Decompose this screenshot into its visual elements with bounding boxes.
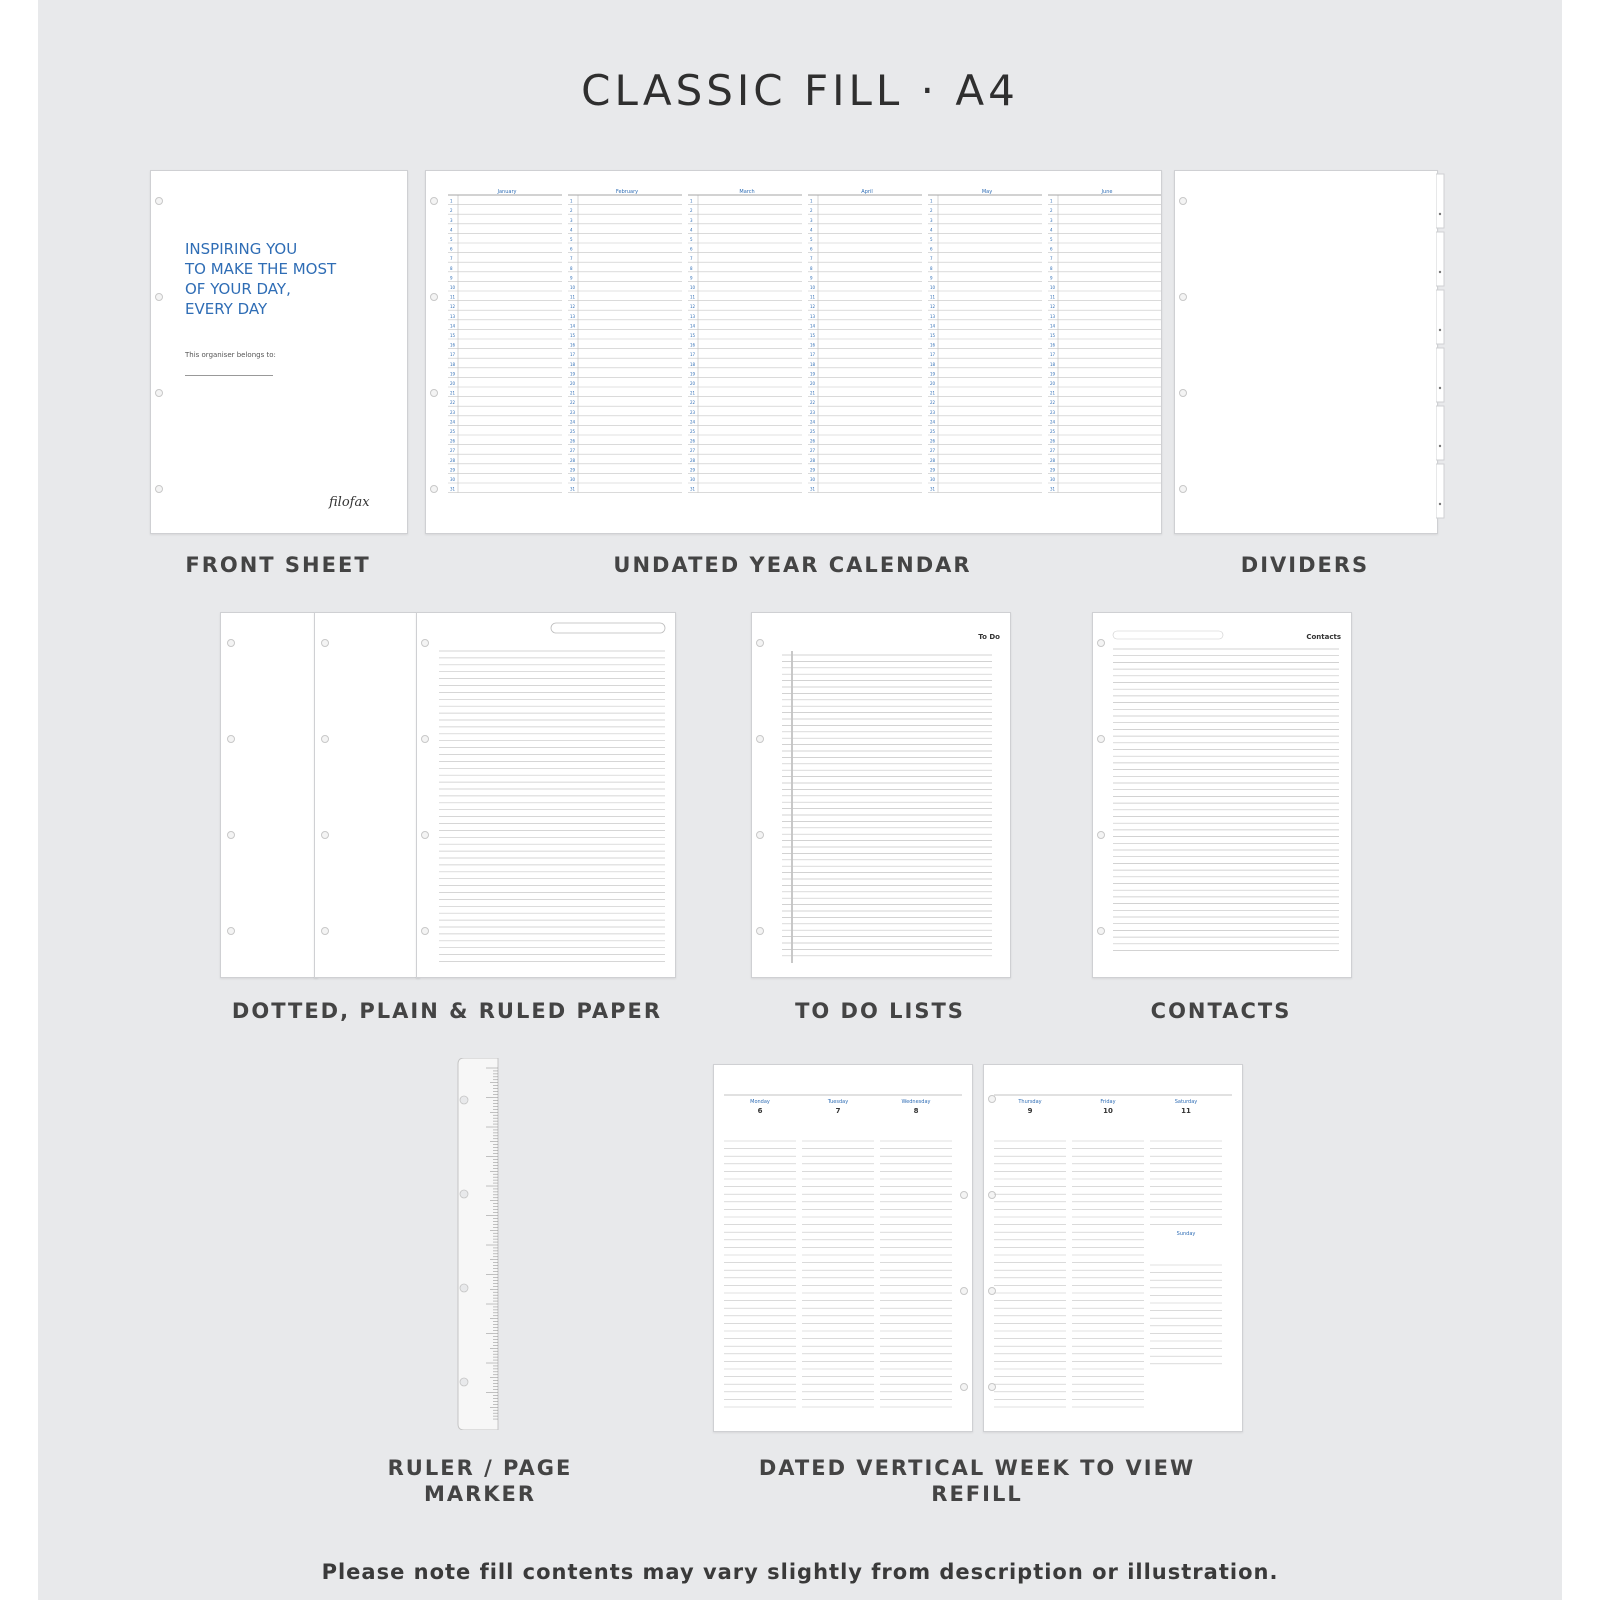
day-number: 22: [690, 400, 696, 406]
day-number: 10: [450, 285, 456, 290]
day-number: 9: [690, 275, 693, 281]
day-number: 19: [690, 371, 696, 377]
day-number: 23: [930, 409, 936, 415]
weekday-label: Tuesday: [827, 1099, 849, 1105]
ruler-hole: [460, 1096, 468, 1104]
day-number: 3: [570, 217, 573, 223]
day-number: 25: [930, 429, 936, 434]
headline-line: OF YOUR DAY,: [185, 280, 291, 298]
date-box: [551, 623, 665, 633]
day-number: 10: [1050, 285, 1056, 290]
day-number: 28: [930, 457, 936, 463]
day-number: 18: [450, 361, 456, 367]
belongs-to-label: This organiser belongs to:: [185, 351, 276, 359]
day-number: 20: [570, 381, 576, 386]
day-number: 6: [690, 246, 693, 252]
punch-hole: [321, 927, 329, 935]
day-number: 27: [810, 448, 816, 454]
day-number: 20: [690, 381, 696, 386]
day-number: 22: [930, 400, 936, 406]
day-number: 19: [930, 371, 936, 377]
week-right-grid: [984, 1065, 1242, 1431]
day-number: 8: [810, 265, 813, 271]
day-number: 24: [570, 419, 576, 425]
ruler-page-marker: [450, 1058, 510, 1430]
day-number: 22: [810, 400, 816, 406]
punch-hole: [1179, 485, 1187, 493]
day-number: 2: [930, 208, 933, 214]
front-sheet-caption: FRONT SHEET: [185, 553, 371, 577]
day-number: 18: [810, 361, 816, 367]
day-number: 13: [690, 313, 696, 319]
day-number: 22: [1050, 400, 1056, 406]
day-number: 6: [450, 246, 453, 252]
ruler-hole: [460, 1284, 468, 1292]
year-calendar-page: [425, 170, 1162, 534]
day-number: 6: [810, 246, 813, 252]
day-number: 26: [450, 438, 456, 444]
day-number: 20: [450, 381, 456, 386]
day-number: 2: [810, 208, 813, 214]
day-number: 30: [810, 477, 816, 482]
divider-tab-mark: [1439, 213, 1441, 215]
day-number: 17: [810, 352, 816, 358]
owner-line: [185, 375, 273, 376]
punch-hole: [321, 735, 329, 743]
day-number: 26: [690, 438, 696, 444]
day-number: 30: [1050, 477, 1056, 482]
contacts-lines: [1093, 613, 1351, 977]
day-number: 17: [690, 352, 696, 358]
punch-hole: [227, 927, 235, 935]
divider-tab-mark: [1439, 271, 1441, 273]
punch-hole: [155, 485, 163, 493]
dotted-paper-page: [220, 612, 318, 978]
punch-hole: [155, 389, 163, 397]
day-number: 17: [570, 352, 576, 358]
day-number: 24: [810, 419, 816, 425]
date-number: 8: [913, 1107, 919, 1115]
punch-hole: [227, 639, 235, 647]
date-number: 11: [1181, 1107, 1191, 1115]
month-label: May: [981, 189, 993, 195]
day-number: 7: [570, 256, 573, 262]
day-number: 24: [1050, 419, 1056, 425]
weekday-label: Thursday: [1018, 1099, 1042, 1105]
day-number: 27: [1050, 448, 1056, 454]
day-number: 30: [690, 477, 696, 482]
day-number: 4: [450, 227, 453, 233]
month-label: March: [739, 189, 755, 195]
day-number: 9: [570, 275, 573, 281]
day-number: 29: [930, 467, 936, 473]
punch-hole: [155, 197, 163, 205]
divider-tab: [1436, 290, 1444, 344]
day-number: 9: [1050, 275, 1053, 281]
day-number: 14: [690, 323, 696, 329]
day-number: 23: [810, 409, 816, 415]
day-number: 6: [570, 246, 573, 252]
punch-hole: [155, 293, 163, 301]
day-number: 19: [810, 371, 816, 377]
day-number: 23: [690, 409, 696, 415]
todo-caption: TO DO LISTS: [795, 999, 965, 1023]
todo-heading: To Do: [978, 633, 1000, 641]
day-number: 19: [450, 371, 456, 377]
day-number: 27: [450, 448, 456, 454]
day-number: 21: [690, 390, 696, 396]
day-number: 11: [570, 294, 576, 300]
todo-page: [751, 612, 1011, 978]
day-number: 15: [570, 333, 576, 338]
day-number: 5: [930, 237, 933, 242]
day-number: 10: [810, 285, 816, 290]
day-number: 15: [1050, 333, 1056, 338]
day-number: 12: [570, 304, 576, 310]
day-number: 2: [690, 208, 693, 214]
day-number: 29: [450, 467, 456, 473]
day-number: 4: [930, 227, 933, 233]
day-number: 1: [810, 198, 813, 204]
day-number: 27: [690, 448, 696, 454]
day-number: 6: [930, 246, 933, 252]
day-number: 10: [930, 285, 936, 290]
divider-tab: [1436, 174, 1444, 228]
day-number: 21: [1050, 390, 1056, 396]
day-number: 16: [930, 342, 936, 348]
headline-line: EVERY DAY: [185, 300, 268, 318]
divider-tabs: [1436, 170, 1450, 532]
day-number: 25: [450, 429, 456, 434]
week-left-grid: [714, 1065, 972, 1431]
divider-tab: [1436, 348, 1444, 402]
month-label: February: [615, 189, 639, 195]
day-number: 5: [450, 237, 453, 242]
day-number: 24: [690, 419, 696, 425]
year-calendar-caption: UNDATED YEAR CALENDAR: [613, 553, 972, 577]
day-number: 12: [1050, 304, 1056, 310]
punch-hole: [321, 639, 329, 647]
day-number: 8: [1050, 265, 1053, 271]
punch-hole: [1179, 389, 1187, 397]
day-number: 22: [450, 400, 456, 406]
day-number: 7: [690, 256, 693, 262]
day-number: 28: [690, 457, 696, 463]
day-number: 19: [570, 371, 576, 377]
day-number: 1: [450, 198, 453, 204]
day-number: 20: [1050, 381, 1056, 386]
punch-hole: [227, 735, 235, 743]
day-number: 3: [810, 217, 813, 223]
day-number: 11: [1050, 294, 1056, 300]
day-number: 6: [1050, 246, 1053, 252]
brand-logo: filofax: [329, 495, 370, 510]
day-number: 29: [570, 467, 576, 473]
day-number: 13: [1050, 313, 1056, 319]
day-number: 5: [810, 237, 813, 242]
day-number: 23: [570, 409, 576, 415]
month-label: January: [497, 189, 517, 195]
day-number: 28: [570, 457, 576, 463]
dividers-page: [1174, 170, 1438, 534]
day-number: 21: [450, 390, 456, 396]
day-number: 12: [450, 304, 456, 310]
day-number: 9: [930, 275, 933, 281]
day-number: 26: [810, 438, 816, 444]
day-number: 14: [570, 323, 576, 329]
day-number: 4: [690, 227, 693, 233]
day-number: 18: [930, 361, 936, 367]
headline-line: TO MAKE THE MOST: [185, 260, 337, 278]
week-caption: DATED VERTICAL WEEK TO VIEW REFILL: [758, 1456, 1196, 1506]
day-number: 31: [690, 486, 696, 492]
weekday-label: Saturday: [1174, 1099, 1198, 1105]
day-number: 21: [810, 390, 816, 396]
footnote: Please note fill contents may vary slightly from description or illustration.: [321, 1560, 1279, 1584]
day-number: 29: [810, 467, 816, 473]
day-number: 26: [930, 438, 936, 444]
ruled-lines: [417, 613, 675, 977]
punch-hole: [1179, 197, 1187, 205]
day-number: 1: [690, 198, 693, 204]
day-number: 15: [690, 333, 696, 338]
day-number: 10: [690, 285, 696, 290]
week-right-page: [983, 1064, 1243, 1432]
ruler-body: [458, 1058, 498, 1430]
contacts-caption: CONTACTS: [1150, 999, 1292, 1023]
divider-tab-mark: [1439, 387, 1441, 389]
day-number: 17: [450, 352, 456, 358]
day-number: 3: [1050, 217, 1053, 223]
contacts-heading: Contacts: [1306, 633, 1341, 641]
divider-tab-mark: [1439, 445, 1441, 447]
day-number: 17: [930, 352, 936, 358]
day-number: 28: [810, 457, 816, 463]
day-number: 24: [450, 419, 456, 425]
divider-tab: [1436, 464, 1444, 518]
day-number: 30: [450, 477, 456, 482]
day-number: 1: [1050, 198, 1053, 204]
day-number: 16: [690, 342, 696, 348]
day-number: 31: [930, 486, 936, 492]
day-number: 31: [810, 486, 816, 492]
day-number: 28: [1050, 457, 1056, 463]
divider-tab: [1436, 406, 1444, 460]
weekday-label: Monday: [750, 1099, 770, 1105]
divider-tab: [1436, 232, 1444, 286]
day-number: 29: [1050, 467, 1056, 473]
day-number: 23: [1050, 409, 1056, 415]
ruler-caption-line: RULER / PAGE: [387, 1456, 573, 1480]
day-number: 31: [570, 486, 576, 492]
todo-lines: [752, 613, 1010, 977]
day-number: 17: [1050, 352, 1056, 358]
day-number: 29: [690, 467, 696, 473]
name-box: [1113, 631, 1223, 639]
day-number: 11: [930, 294, 936, 300]
page-title: CLASSIC FILL · A4: [581, 66, 1019, 115]
day-number: 15: [930, 333, 936, 338]
day-number: 27: [570, 448, 576, 454]
day-number: 12: [690, 304, 696, 310]
day-number: 30: [570, 477, 576, 482]
day-number: 9: [450, 275, 453, 281]
day-number: 7: [810, 256, 813, 262]
day-number: 2: [1050, 208, 1053, 214]
day-number: 5: [570, 237, 573, 242]
day-number: 20: [930, 381, 936, 386]
day-number: 18: [570, 361, 576, 367]
day-number: 21: [930, 390, 936, 396]
day-number: 13: [810, 313, 816, 319]
day-number: 14: [1050, 323, 1056, 329]
sunday-label: Sunday: [1176, 1231, 1196, 1237]
day-number: 13: [930, 313, 936, 319]
divider-tab-mark: [1439, 503, 1441, 505]
day-number: 26: [1050, 438, 1056, 444]
ruler-caption: [360, 1455, 600, 1507]
plain-paper-page: [314, 612, 420, 978]
day-number: 4: [810, 227, 813, 233]
day-number: 10: [570, 285, 576, 290]
day-number: 16: [1050, 342, 1056, 348]
weekday-label: Wednesday: [901, 1099, 931, 1105]
day-number: 18: [690, 361, 696, 367]
date-number: 6: [757, 1107, 763, 1115]
date-number: 9: [1027, 1107, 1033, 1115]
day-number: 21: [570, 390, 576, 396]
divider-tab-mark: [1439, 329, 1441, 331]
ruler-caption-line: MARKER: [423, 1482, 537, 1506]
day-number: 25: [810, 429, 816, 434]
day-number: 28: [450, 457, 456, 463]
day-number: 8: [450, 265, 453, 271]
day-number: 9: [810, 275, 813, 281]
day-number: 8: [690, 265, 693, 271]
day-number: 7: [450, 256, 453, 262]
day-number: 8: [570, 265, 573, 271]
date-number: 10: [1103, 1107, 1113, 1115]
day-number: 4: [570, 227, 573, 233]
front-sheet-page: [150, 170, 408, 534]
day-number: 3: [930, 217, 933, 223]
day-number: 5: [1050, 237, 1053, 242]
day-number: 16: [450, 342, 456, 348]
day-number: 11: [450, 294, 456, 300]
weekday-label: Friday: [1100, 1099, 1116, 1105]
day-number: 22: [570, 400, 576, 406]
day-number: 14: [810, 323, 816, 329]
day-number: 5: [690, 237, 693, 242]
day-number: 11: [810, 294, 816, 300]
headline-line: INSPIRING YOU: [185, 240, 298, 258]
day-number: 13: [570, 313, 576, 319]
day-number: 20: [810, 381, 816, 386]
paper-caption: DOTTED, PLAIN & RULED PAPER: [231, 999, 663, 1023]
day-number: 1: [570, 198, 573, 204]
day-number: 27: [930, 448, 936, 454]
day-number: 3: [690, 217, 693, 223]
day-number: 8: [930, 265, 933, 271]
day-number: 1: [930, 198, 933, 204]
day-number: 4: [1050, 227, 1053, 233]
day-number: 30: [930, 477, 936, 482]
day-number: 2: [570, 208, 573, 214]
day-number: 7: [930, 256, 933, 262]
day-number: 25: [570, 429, 576, 434]
day-number: 15: [810, 333, 816, 338]
day-number: 26: [570, 438, 576, 444]
punch-hole: [1179, 293, 1187, 301]
day-number: 11: [690, 294, 696, 300]
date-number: 7: [835, 1107, 841, 1115]
ruler-hole: [460, 1378, 468, 1386]
day-number: 23: [450, 409, 456, 415]
punch-hole: [227, 831, 235, 839]
day-number: 25: [1050, 429, 1056, 434]
day-number: 31: [1050, 486, 1056, 492]
week-left-page: [713, 1064, 973, 1432]
day-number: 13: [450, 313, 456, 319]
day-number: 7: [1050, 256, 1053, 262]
day-number: 18: [1050, 361, 1056, 367]
month-label: April: [861, 189, 873, 195]
day-number: 19: [1050, 371, 1056, 377]
day-number: 16: [810, 342, 816, 348]
day-number: 14: [930, 323, 936, 329]
dividers-caption: DIVIDERS: [1240, 553, 1370, 577]
ruler-hole: [460, 1190, 468, 1198]
day-number: 15: [450, 333, 456, 338]
contacts-page: [1092, 612, 1352, 978]
day-number: 12: [930, 304, 936, 310]
punch-hole: [321, 831, 329, 839]
month-label: June: [1101, 189, 1113, 195]
ruled-paper-page: [416, 612, 676, 978]
day-number: 16: [570, 342, 576, 348]
year-calendar-grid: [426, 171, 1161, 533]
day-number: 12: [810, 304, 816, 310]
day-number: 24: [930, 419, 936, 425]
day-number: 3: [450, 217, 453, 223]
day-number: 2: [450, 208, 453, 214]
day-number: 14: [450, 323, 456, 329]
front-sheet-headline: [185, 239, 336, 319]
day-number: 25: [690, 429, 696, 434]
day-number: 31: [450, 486, 456, 492]
